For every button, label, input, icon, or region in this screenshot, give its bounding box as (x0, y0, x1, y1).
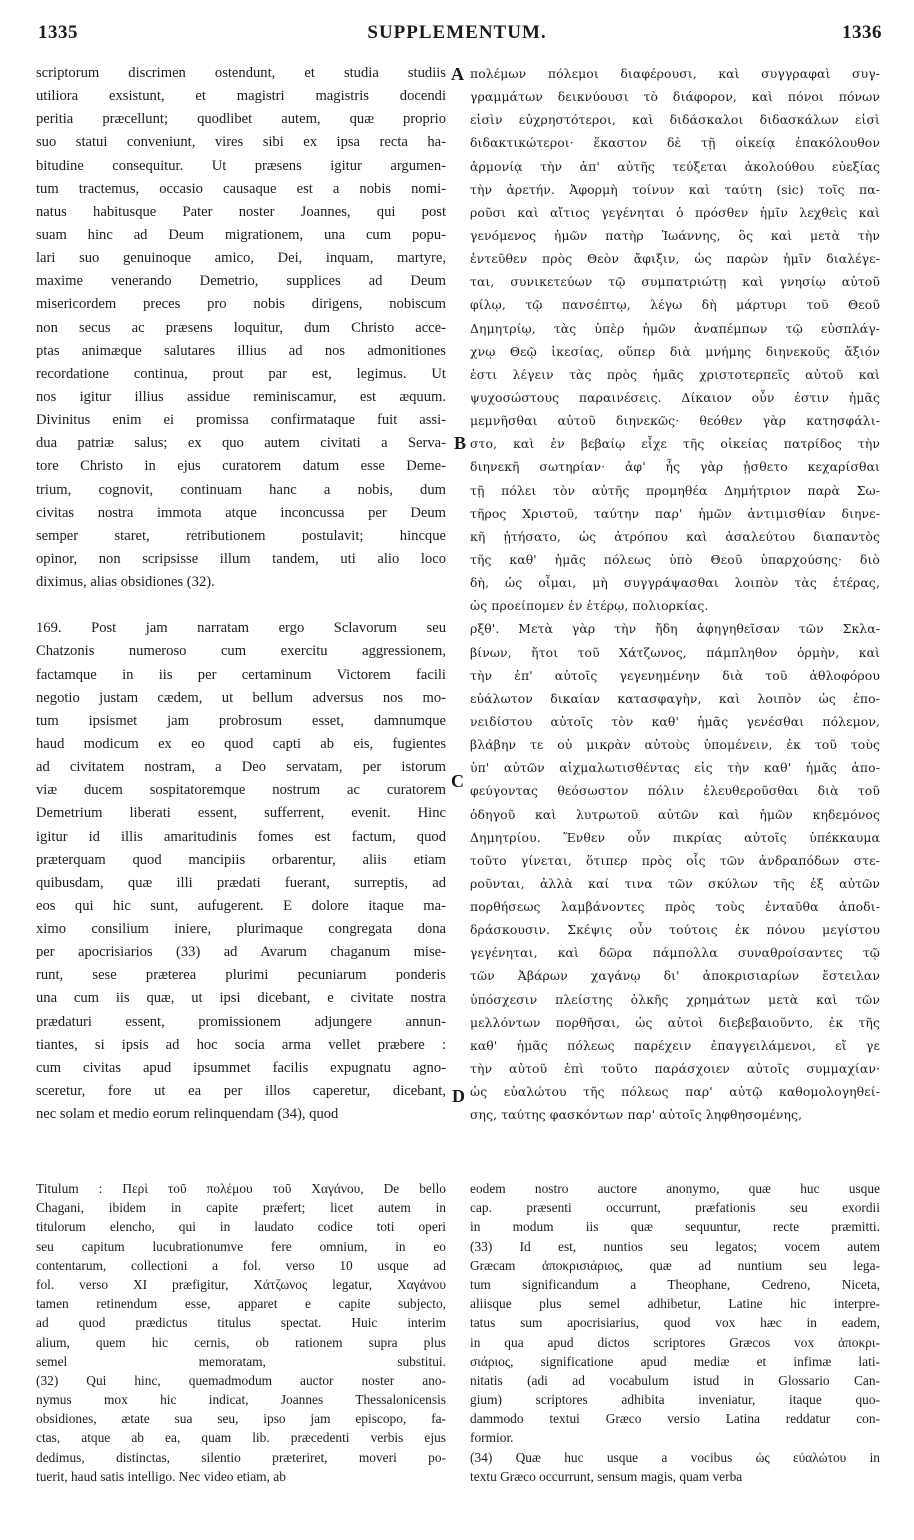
latin-text-line: tum ipsismet jam probrosum esset, damnumque (36, 712, 446, 729)
footnote-line: alium, quem hic cernis, ob rationem supra plus (36, 1334, 446, 1350)
footnote-line: Titulum : Περὶ τοῦ πολέμου τοῦ Χαγάνου, De bello (36, 1181, 446, 1196)
greek-text-line: χνῳ Θεῷ ἱκεσίας, οὕπερ διὰ μνήμης διηνεκοῦς ἄξιόν (470, 343, 880, 359)
greek-text-line: γραμμάτων δεικνύουσι τὸ διάφορον, καὶ πόνοι πόνων (470, 89, 880, 105)
greek-text-line: εἰσὶν εὐχρηστότεροι, καὶ διδάσκαλοι διδασκάλων εἰσὶ (470, 112, 880, 128)
latin-text-line: scriptorum discrimen ostendunt, et studia studiis (36, 65, 446, 81)
latin-text-line: Demetrium liberati essent, sufferrent, evenit. Hinc (36, 805, 446, 822)
footnote-line: gium) scriptores adhibita inveniatur, itaque quo- (470, 1392, 880, 1408)
latin-text-line: negotio justam cædem, ut bellum adversus nos mo- (36, 689, 446, 706)
greek-text-line: ψυχοσώστους παραινέσεις. Δίκαιον οὖν ἐστιν ἡμᾶς (470, 389, 880, 405)
greek-text-line: ὁδηγοῦ καὶ λυτρωτοῦ αὐτῶν καὶ ἡμῶν κηδεμόνος (470, 806, 880, 822)
greek-text-line: γεγένηται, καὶ δῶρα πάμπολλα συναθροίσαντες τῷ (470, 945, 880, 961)
greek-text-line: τὴν αὐτοῦ ἐπὶ τοῦτο παράσχοιεν αὐτοῖς συμμαχίαν· (470, 1061, 880, 1077)
greek-text-line: εὐάλωτον δικαίαν κατασφαγὴν, καὶ λοιπὸν ὡς ἐπο- (470, 690, 880, 706)
greek-text-line: ὑπ' αὐτῶν αἰχμαλωτισθέντας εἰς τὴν καθ' ἡμᾶς ἀπο- (470, 760, 880, 776)
latin-text-line: una cum iis quæ, ut ipsi dicebant, e civitate nostra (36, 990, 446, 1007)
latin-text-line: quibusdam, quæ illi prædati fuerant, surreptis, ad (36, 874, 446, 891)
latin-text-line: factamque in iis per certaminum Victorem facili (36, 666, 446, 683)
greek-text-line: ἁρμονίᾳ τὴν ἀπ' αὐτῆς τεύξεται ἀκολούθου εὐεξίας (470, 158, 880, 174)
margin-letter-b: B (454, 433, 467, 453)
latin-text-line: nec solam et medio eorum relinquendam (34), quod (36, 1106, 339, 1123)
latin-text-line: opinor, non scripsisse illum tandem, uti alio loco (36, 550, 446, 567)
footnote-line: in modum iis quæ sequuntur, recte præmitti. (470, 1219, 880, 1235)
latin-text-line: 169. Post jam narratam ergo Sclavorum seu (36, 620, 446, 637)
page-number-left: 1335 (38, 22, 78, 43)
footnote-line: dedimus, distinctas, silentio præteriret, moveri po- (36, 1449, 446, 1465)
greek-text-line: ὑπόσχεσιν πλείστης ὁλκῆς χρημάτων μετὰ καὶ τῶν (470, 991, 880, 1007)
latin-text-line: igitur id illis amaritudinis fomes est factum, quod (36, 828, 446, 845)
page-number-right: 1336 (842, 22, 882, 43)
greek-text-line: πολέμων πόλεμοι διαφέρουσι, καὶ συγγραφαὶ συγ- (470, 66, 880, 81)
footnotes-left (36, 1179, 446, 1486)
margin-letter-a: A (451, 64, 464, 84)
footnote-line: semel memoratam, substitui. (36, 1353, 446, 1369)
greek-paragraph-1 (470, 62, 880, 617)
greek-text-line: καθ' ἡμᾶς πόλεως παρέχειν ἐπαγγειλάμενοι, εἴ γε (470, 1037, 880, 1053)
greek-text-line: νειδίστου αὐτοῖς τὸν καθ' ἡμᾶς γενέσθαι πόλεμον, (470, 713, 880, 729)
margin-letter-d: D (452, 1086, 465, 1106)
greek-text-line: ὡς εὐαλώτου τῆς πόλεως παρ' αὐτῷ καθομολογηθεί- (470, 1084, 880, 1100)
latin-text-line: præterquam quod mancipiis orbarentur, aliis etiam (36, 851, 446, 868)
latin-paragraph-2 (36, 617, 446, 1126)
greek-column (470, 62, 880, 1126)
latin-text-line: misericordem preces pro nobis dirigens, nobiscum (36, 296, 446, 313)
greek-text-line: ἐστι λέγειν τὰς πρὸς ἡμᾶς χριστοτερπεῖς αὐτοῦ καὶ (470, 366, 880, 382)
latin-text-line: semper staret, retributionem postulavit; hincque (36, 527, 446, 544)
latin-text-line: non secus ac præsens loquitur, dum Christo acce- (36, 319, 446, 336)
latin-text-line: runt, sese præterea plurimi pecuniarum ponderis (36, 967, 446, 984)
footnote-line: obsidiones, ætate sua seu, ipso jam episcopo, fa- (36, 1411, 446, 1427)
footnote-line: seu capitum lucubrationumve fere omnium, in eo (36, 1238, 446, 1254)
latin-text-line: Chatzonis numeroso cum exercitu aggressionem, (36, 643, 446, 660)
greek-text-line: τοῦτο γίνεται, ὅτιπερ πρὸς οἷς τῶν ἀνδραπόδων στε- (470, 852, 880, 868)
greek-paragraph-2 (470, 617, 880, 1126)
latin-text-line: ad civitatem nostram, a Deo servatam, per istorum (36, 759, 446, 776)
greek-text-line: τὴν ἀρετήν. Ἀφορμὴ τοίνυν καὶ ταύτη (sic) τοῖς πα- (470, 181, 880, 197)
greek-text-line: Δημητρίου. Ἔνθεν οὖν πικρίας αὐτοῖς ὑπέκκαυμα (470, 829, 880, 845)
footnote-line: ctas, atque ab ea, quam lib. præcedenti verbis ejus (36, 1430, 446, 1446)
footnote-line: nitatis (adi ad vocabulum istud in Glossario Can- (470, 1372, 880, 1388)
footnote-line: aliisque plus semel adhibetur, Latine hic interpre- (470, 1296, 880, 1312)
footnote-line: ad quod prædictus titulus spectat. Huic interim (36, 1315, 446, 1331)
latin-text-line: civitas nostra immota atque inconcussa per Deum (36, 504, 446, 521)
greek-text-line: τῶν Ἀβάρων χαγάνῳ δι' ἀποκρισιαρίων ἔστειλαν (470, 968, 880, 984)
greek-text-line: ρξθ'. Μετὰ γὰρ τὴν ἤδη ἀφηγηθεῖσαν τῶν Σκλα- (470, 621, 880, 637)
footnote-line: titulorum elencho, qui in laudato codice toti operi (36, 1219, 446, 1235)
greek-text-line: πορθήσεως λαμβάνοντες πρὸς τοὺς ἐνταῦθα ἀποδι- (470, 899, 880, 915)
footnote-line: textu Græco occurrunt, sensum magis, quam verba (470, 1468, 743, 1484)
footnote-line: σιάριος, significatione apud mediæ et infimæ lati- (470, 1353, 880, 1369)
footnote-line: fol. verso XI præfigitur, Χάτζωνος legatur, Χαγάνου (36, 1276, 446, 1292)
latin-text-line: tum tractemus, occasio causaque est a nobis nomi- (36, 180, 446, 197)
greek-text-line: τὴν ἐπ' αὐτοῖς γεγενημένην διὰ τοῦ ἀθλοφόρου (470, 667, 880, 683)
greek-text-line: ροῦσι καὶ αἴτιος γεγένηται ὁ πρόσθεν ἡμῖν λεχθεὶς καὶ (470, 204, 880, 220)
footnote-line: Græcam ἀποκρισιάριος, quæ ad nuntium seu lega- (470, 1257, 880, 1273)
latin-text-line: utiliora exsistunt, et magistri magistris docendi (36, 88, 446, 105)
greek-text-line: δράσκουσιν. Σκέψις οὖν τούτοις ἐκ πόνου μεγίστου (470, 922, 880, 938)
footnote-lines-right (470, 1179, 880, 1486)
greek-text-line: βλάβην τε οὐ μικρὰν αὐτοὺς ὑπομένειν, ἐκ τοῦ τοὺς (470, 737, 880, 753)
paragraph-gap (36, 594, 446, 617)
footnote-line: (34) Quæ huc usque a vocibus ὡς εὐαλώτου in (470, 1449, 880, 1465)
greek-text-line: Δημητρίῳ, τὰς ὑπὲρ ἡμῶν ἀναπέμπων τῷ εὐσπλάγ- (470, 320, 880, 336)
footnote-line: nymus mox hic indicat, Joannes Thessalonicensis (36, 1392, 446, 1408)
latin-text-line: tore Christo in ejus curatorem datum esse Deme- (36, 458, 446, 475)
latin-text-line: cum civitas apud ipsummet facilis expugnatu agno- (36, 1059, 446, 1076)
latin-text-line: eos qui hic sunt, aufugerent. E dolore itaque ma- (36, 897, 446, 914)
latin-text-line: viæ ducem sospitatoremque nostrum ac curatorem (36, 782, 446, 799)
latin-text-line: lari suo genuinoque amico, Dei, inquam, martyre, (36, 250, 446, 267)
running-title: SUPPLEMENTUM. (367, 22, 547, 43)
latin-text-line: suam hinc ad Deum migrationem, una cum popu- (36, 226, 446, 243)
latin-column (36, 62, 446, 1126)
latin-text-line: haud modicum ex eo quod capti ab eis, fugientes (36, 735, 446, 752)
greek-text-line: κῆ ᾐτήσατο, ὡς ἀτρόπου καὶ ἀσαλεύτου διαπαντὸς (470, 528, 880, 544)
latin-text-line: natus habitusque Pater noster Joannes, qui post (36, 203, 446, 220)
latin-text-line: trium, cognovit, continuam hanc a nobis, dum (36, 481, 446, 498)
greek-text-line: γενόμενος ἡμῶν πατὴρ Ἰωάννης, ὃς καὶ μετὰ τὴν (470, 227, 880, 243)
latin-text-line: Divinitus enim ei promissa confirmataque fuit assi- (36, 412, 446, 429)
greek-text-line: μελλόντων πορθῆσαι, ὡς αὐτοὶ διεβεβαιοῦντο, ἐκ τῆς (470, 1014, 880, 1030)
latin-text-line: tiantes, si ipsis ad hoc socia arma vellet præbere : (36, 1036, 446, 1053)
greek-text-line: δὴ, ὡς οἶμαι, μὴ συγγράψασθαι λοιπὸν τὰς ἑτέρας, (470, 575, 880, 591)
greek-text-line: ροῦνται, ἀλλὰ καί τινα τῶν σκύλων τῆς ἐξ αὐτῶν (470, 875, 880, 891)
footnote-line: tatus sum apocrisiarius, quod vox hæc in eadem, (470, 1315, 880, 1331)
page-header (28, 8, 886, 48)
footnote-lines-left (36, 1179, 446, 1486)
footnote-line: dammodo textui Græco versio Latina reddatur con- (470, 1411, 880, 1427)
latin-text-line: ptas animæque salutares illius ad nos admonitiones (36, 342, 446, 359)
footnote-line: tuerit, haud satis intelligo. Nec video etiam, ab (36, 1468, 286, 1484)
margin-letter-c: C (451, 771, 464, 791)
latin-text-line: bitudine consequitur. Ut præsens igitur argumen- (36, 157, 446, 174)
greek-text-line: ται, συνικετεύων τῷ συμπατριώτῃ καὶ γνησίῳ αὐτοῦ (470, 274, 880, 290)
greek-text-line: ἐντεῦθεν πρὸς Θεὸν ἄφιξιν, ὡς παρὼν ἡμῖν διαλέγε- (470, 251, 880, 267)
latin-text-line: nos igitur illius assidue reminiscamur, est æquum. (36, 388, 446, 405)
greek-text-line: τῇ πόλει τὸν αὐτῆς προμηθέα Δημήτριον παρὰ Σω- (470, 482, 880, 498)
footnote-line: (32) Qui hinc, quemadmodum auctor noster ano- (36, 1372, 446, 1388)
latin-text-line: maxime venerando Demetrio, supplices ad Deum (36, 273, 446, 290)
greek-text-line: στο, καὶ ἐν βεβαίῳ εἶχε τῆς οἰκείας πατρίδος τὴν (470, 436, 880, 452)
greek-text-line: φεύγοντας θεόσωστον πόλιν ἐλευθεροῦσθαι διὰ τοῦ (470, 783, 880, 799)
greek-text-line: τῆρος Χριστοῦ, ταύτην παρ' ἡμῶν ἀντιμισθίαν διηνε- (470, 505, 880, 521)
latin-text-line: ximo consilium iniere, plurimaque congregata dona (36, 921, 446, 938)
latin-text-line: per apocrisiarios (33) ad Avarum chaganum mise- (36, 944, 446, 961)
greek-text-line: σης, ταύτης φασκόντων παρ' αὐτοῖς ληφθησομένης, (470, 1107, 803, 1123)
footnote-line: in qua apud dictos scriptores Græcos vox ἀποκρι- (470, 1334, 880, 1350)
latin-text-line: dua patriæ salus; ex quo autem civitati a Serva- (36, 435, 446, 452)
latin-text-line: sceretur, fore ut ea per illos caperetur, dicebant, (36, 1083, 446, 1100)
footnote-line: Chagani, ibidem in capite præfert; licet autem in (36, 1200, 446, 1216)
greek-text-line: ὡς προείπομεν ἐν ἑτέρῳ, πολιορκίας. (470, 598, 709, 614)
footnote-line: tum significandum a Theophane, Cedreno, Niceta, (470, 1276, 880, 1292)
latin-text-line: suo statui conveniunt, vires sibi ex ipsa recta ha- (36, 134, 446, 151)
greek-text-line: φίλῳ, τῷ πανσέπτῳ, λέγω δὴ μάρτυρι τοῦ Θεοῦ (470, 297, 880, 313)
greek-text-line: διδακτικώτεροι· ἕκαστον δὲ τῇ οἰκείᾳ ἐπακόλουθον (470, 135, 880, 151)
latin-text-line: prædaturi essent, promissionem adjungere annun- (36, 1013, 446, 1030)
footnote-line: cap. præsenti occurrunt, præfationis seu exordii (470, 1200, 880, 1216)
latin-text-line: recordatione continua, prout par est, legimus. Ut (36, 365, 446, 382)
greek-text-line: βίνων, ἤτοι τοῦ Χάτζωνος, πάμπληθον ὁρμὴν, καὶ (470, 644, 880, 660)
greek-text-line: τῆς καθ' ἡμᾶς πόλεως ὑπὸ Θεοῦ ὑπαρχούσης· διὸ (470, 551, 880, 567)
footnote-line: eodem nostro auctore anonymo, quæ huc usque (470, 1181, 880, 1196)
greek-text-line: μεμνῆσθαι αὐτοῦ διηνεκῶς· θεόθεν γὰρ κατησφάλι- (470, 413, 880, 429)
greek-text-line: διηνεκῆ σωτηρίαν· ἀφ' ἧς γὰρ ᾐσθετο κεχαρίσθαι (470, 459, 880, 475)
latin-text-line: diximus, alias obsidiones (32). (36, 574, 215, 591)
footnote-line: contentarum, collectioni a fol. verso 10 usque ad (36, 1257, 446, 1273)
latin-paragraph-1 (36, 62, 446, 594)
footnote-line: (33) Id est, nuntios seu legatos; vocem autem (470, 1238, 880, 1254)
latin-text-line: peritia præcellunt; quodlibet autem, quæ proprio (36, 111, 446, 128)
footnotes-right (470, 1179, 880, 1486)
footnote-line: formior. (470, 1430, 514, 1446)
footnote-line: tamen retinendum esse, apparet e capite subjecto, (36, 1296, 446, 1312)
